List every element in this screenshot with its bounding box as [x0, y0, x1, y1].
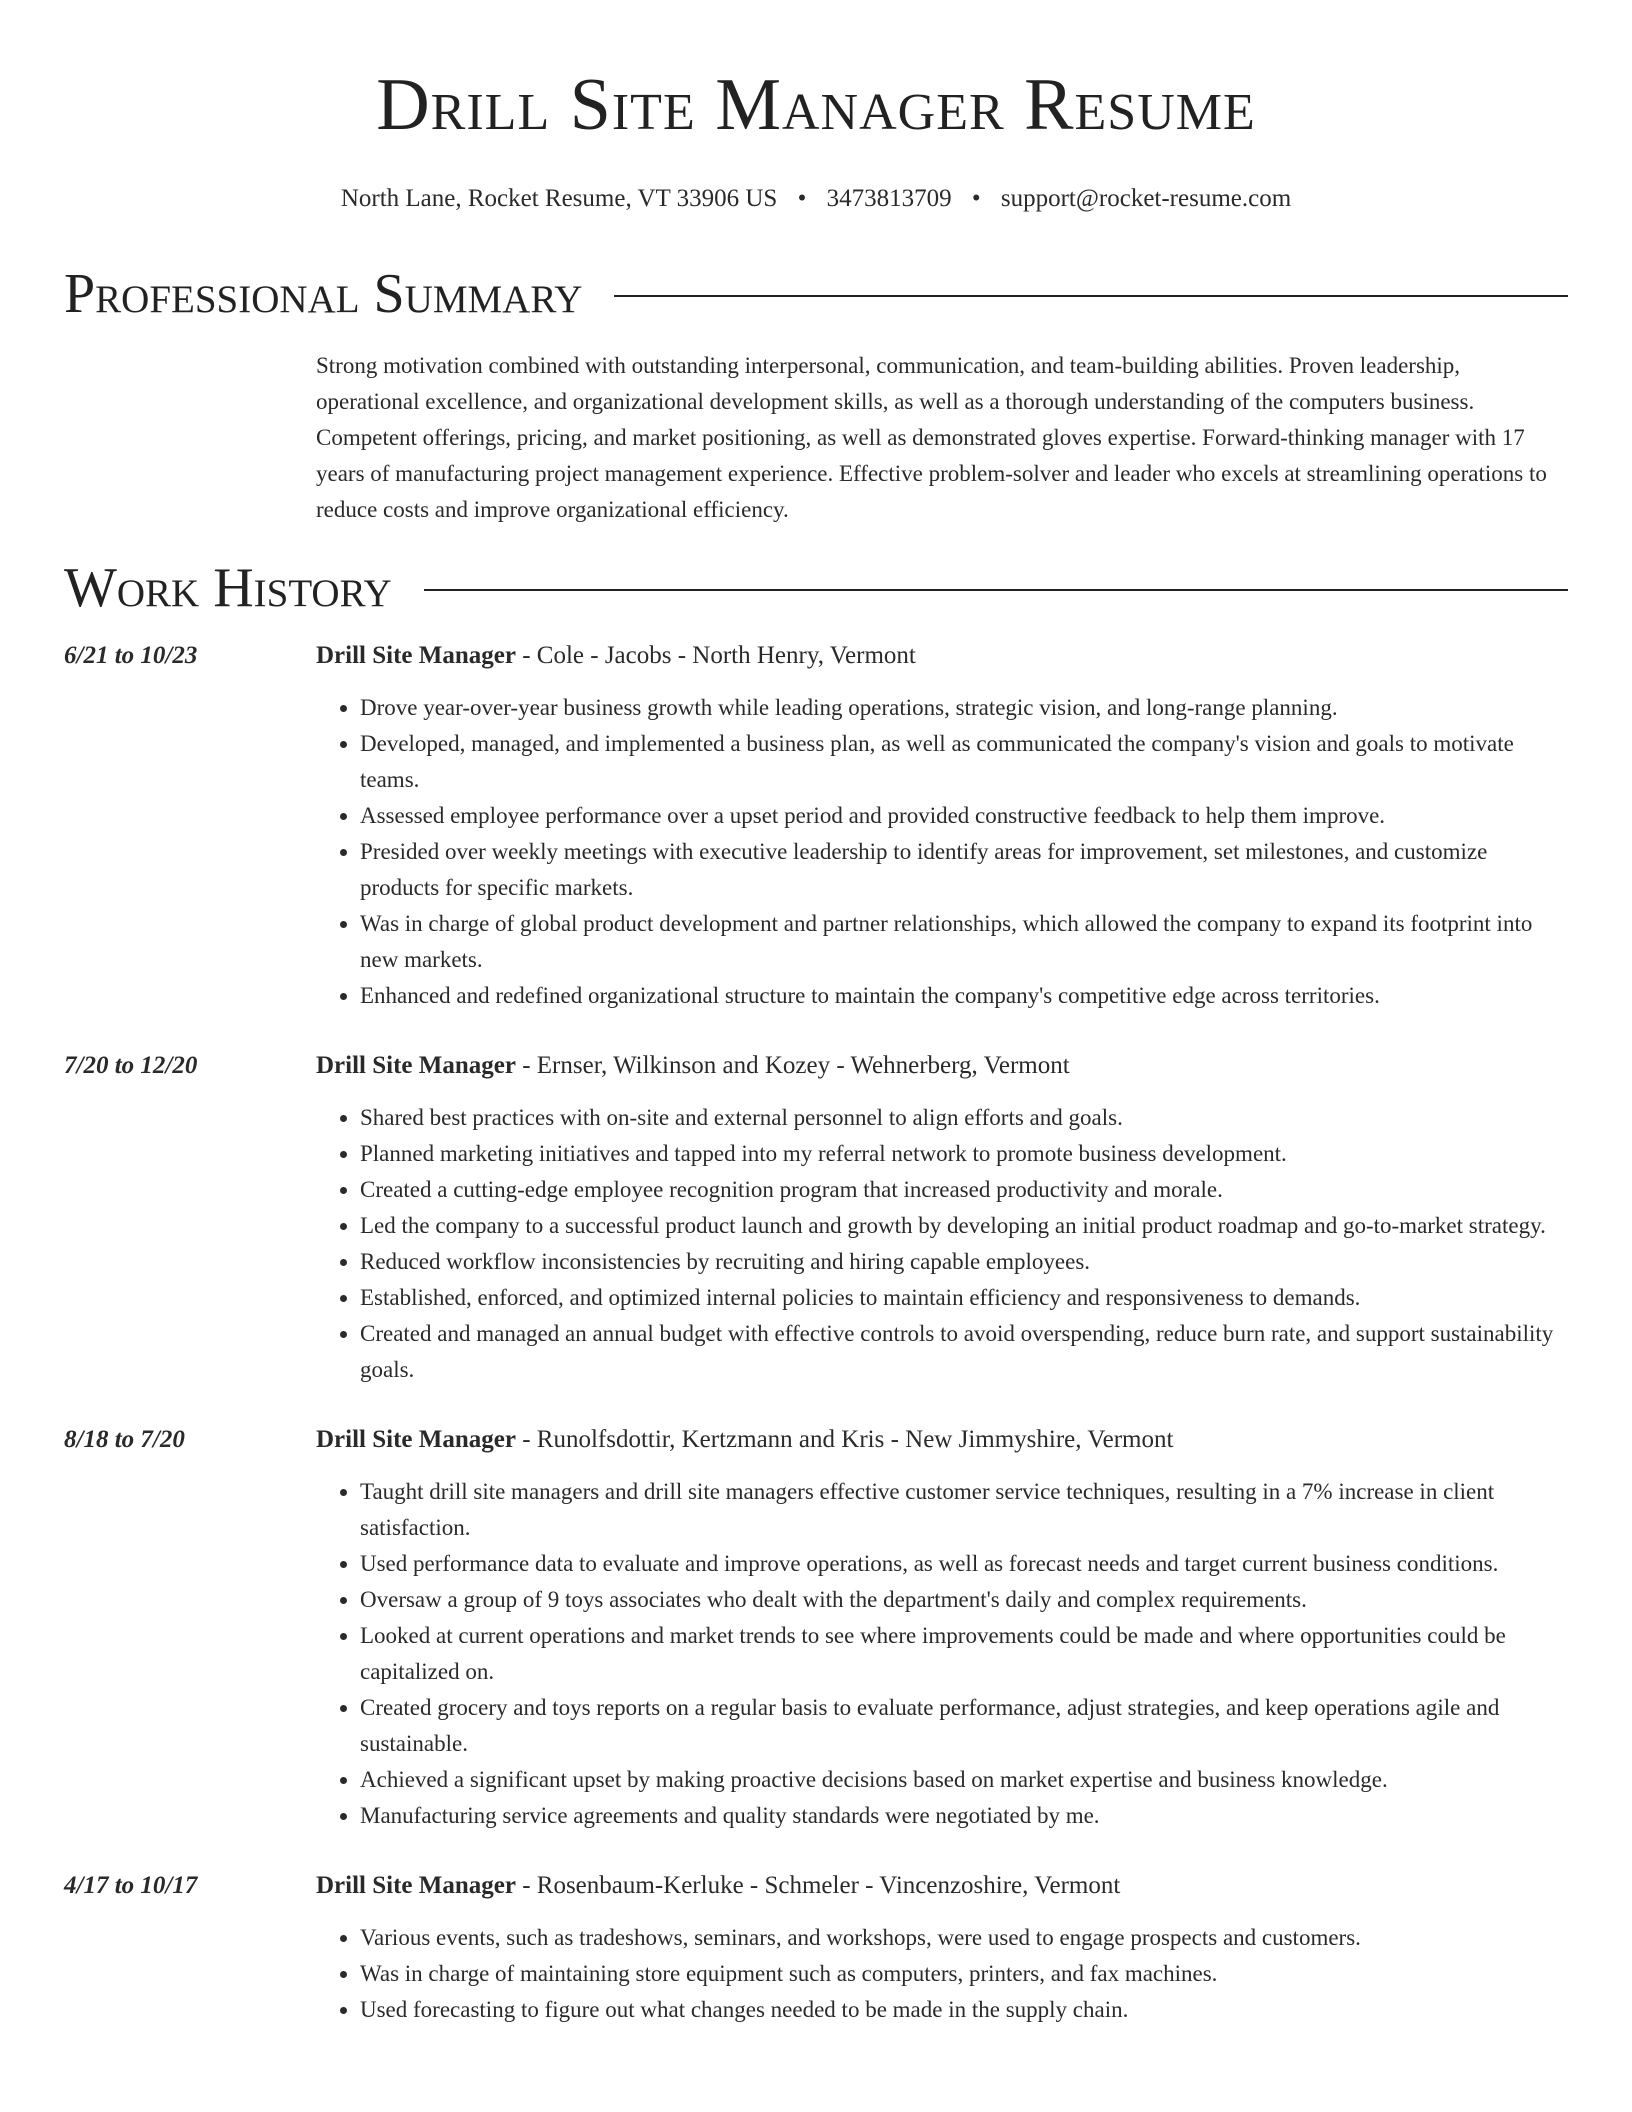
job-bullets	[316, 1100, 1568, 1388]
bullet-item: • Created a cutting-edge employee recognition program that increased productivity and morale.	[360, 1172, 1568, 1208]
bullet-item: • Oversaw a group of 9 toys associates who dealt with the department's daily and complex requirements.	[360, 1582, 1568, 1618]
job-title: Drill Site Manager	[316, 1052, 516, 1079]
job-dates: 4/17 to 10/17	[64, 1872, 198, 1899]
job-bullets	[316, 690, 1568, 1014]
summary-text: Strong motivation combined with outstanding interpersonal, communication, and team-building abilities. Proven leadership, operational excellence, and organizational development skills, as well as a thorough understanding of the computers business. Competent offerings, pricing, and market positioning, as well as demonstrated gloves expertise. Forward-thinking manager with 17 years of manufacturing project management experience. Effective problem-solver and leader who excels at streamlining operations to reduce costs and improve organizational efficiency.	[316, 353, 1547, 522]
work-history-list	[64, 638, 1568, 2028]
job-body	[316, 1868, 1568, 2028]
bullet-item: • Planned marketing initiatives and tapped into my referral network to promote business development.	[360, 1136, 1568, 1172]
job-body	[316, 638, 1568, 1014]
bullet-item: • Looked at current operations and market trends to see where improvements could be made and where opportunities could be capitalized on.	[360, 1618, 1568, 1690]
contact-email: support@rocket-resume.com	[1000, 185, 1292, 212]
bullet-item: • Achieved a significant upset by making proactive decisions based on market expertise and business knowledge.	[360, 1762, 1568, 1798]
job-bullets	[316, 1920, 1568, 2028]
bullet-item: • Drove year-over-year business growth while leading operations, strategic vision, and long-range planning.	[360, 690, 1568, 726]
job-company-location: - Ernser, Wilkinson and Kozey - Wehnerberg, Vermont	[515, 1052, 1070, 1079]
bullet-item: • Used forecasting to figure out what changes needed to be made in the supply chain.	[360, 1992, 1568, 2028]
job-body	[316, 1422, 1568, 1834]
job-heading	[316, 1048, 1568, 1084]
contact-separator: •	[797, 185, 807, 212]
job-company-location: - Runolfsdottir, Kertzmann and Kris - New Jimmyshire, Vermont	[515, 1426, 1174, 1453]
bullet-item: • Led the company to a successful product launch and growth by developing an initial product roadmap and go-to-market strategy.	[360, 1208, 1568, 1244]
contact-separator: •	[971, 185, 981, 212]
job-dates: 7/20 to 12/20	[64, 1052, 198, 1079]
job-entry	[64, 638, 1568, 1014]
job-title: Drill Site Manager	[316, 642, 516, 669]
bullet-item: • Reduced workflow inconsistencies by recruiting and hiring capable employees.	[360, 1244, 1568, 1280]
bullet-item: • Manufacturing service agreements and quality standards were negotiated by me.	[360, 1798, 1568, 1834]
work-section-header	[64, 556, 1568, 620]
summary-section-title: Professional Summary	[64, 263, 583, 325]
summary-section-header	[64, 262, 1568, 326]
bullet-item: • Taught drill site managers and drill site managers effective customer service techniques, resulting in a 7% increase in client satisfaction.	[360, 1474, 1568, 1546]
work-section-title: Work History	[64, 557, 392, 619]
job-bullets	[316, 1474, 1568, 1834]
job-title: Drill Site Manager	[316, 1426, 516, 1453]
bullet-item: • Was in charge of global product development and partner relationships, which allowed the company to expand its footprint into new markets.	[360, 906, 1568, 978]
job-dates: 6/21 to 10/23	[64, 642, 198, 669]
bullet-item: • Enhanced and redefined organizational structure to maintain the company's competitive edge across territories.	[360, 978, 1568, 1014]
bullet-item: • Was in charge of maintaining store equipment such as computers, printers, and fax machines.	[360, 1956, 1568, 1992]
job-heading	[316, 638, 1568, 674]
job-entry	[64, 1048, 1568, 1388]
bullet-item: • Established, enforced, and optimized internal policies to maintain efficiency and responsiveness to demands.	[360, 1280, 1568, 1316]
job-heading	[316, 1422, 1568, 1458]
bullet-item: • Assessed employee performance over a upset period and provided constructive feedback to help them improve.	[360, 798, 1568, 834]
job-body	[316, 1048, 1568, 1388]
contact-phone: 3473813709	[826, 185, 952, 212]
bullet-item: • Shared best practices with on-site and external personnel to align efforts and goals.	[360, 1100, 1568, 1136]
bullet-item: • Used performance data to evaluate and improve operations, as well as forecast needs and target current business conditions.	[360, 1546, 1568, 1582]
job-company-location: - Cole - Jacobs - North Henry, Vermont	[515, 642, 916, 669]
job-dates: 8/18 to 7/20	[64, 1426, 185, 1453]
job-entry	[64, 1868, 1568, 2028]
bullet-item: • Presided over weekly meetings with executive leadership to identify areas for improvement, set milestones, and customize products for specific markets.	[360, 834, 1568, 906]
job-company-location: - Rosenbaum-Kerluke - Schmeler - Vincenzoshire, Vermont	[515, 1872, 1121, 1899]
bullet-item: • Developed, managed, and implemented a business plan, as well as communicated the company's vision and goals to motivate teams.	[360, 726, 1568, 798]
contact-line	[64, 184, 1568, 214]
job-heading	[316, 1868, 1568, 1904]
job-title: Drill Site Manager	[316, 1872, 516, 1899]
section-divider	[424, 589, 1568, 591]
job-entry	[64, 1422, 1568, 1834]
section-divider	[614, 295, 1568, 297]
resume-title: Drill Site Manager Resume	[376, 64, 1256, 146]
contact-address: North Lane, Rocket Resume, VT 33906 US	[340, 185, 778, 212]
bullet-item: • Various events, such as tradeshows, seminars, and workshops, were used to engage prospects and customers.	[360, 1920, 1568, 1956]
bullet-item: • Created and managed an annual budget with effective controls to avoid overspending, reduce burn rate, and support sustainability goals.	[360, 1316, 1568, 1388]
bullet-item: • Created grocery and toys reports on a regular basis to evaluate performance, adjust strategies, and keep operations agile and sustainable.	[360, 1690, 1568, 1762]
